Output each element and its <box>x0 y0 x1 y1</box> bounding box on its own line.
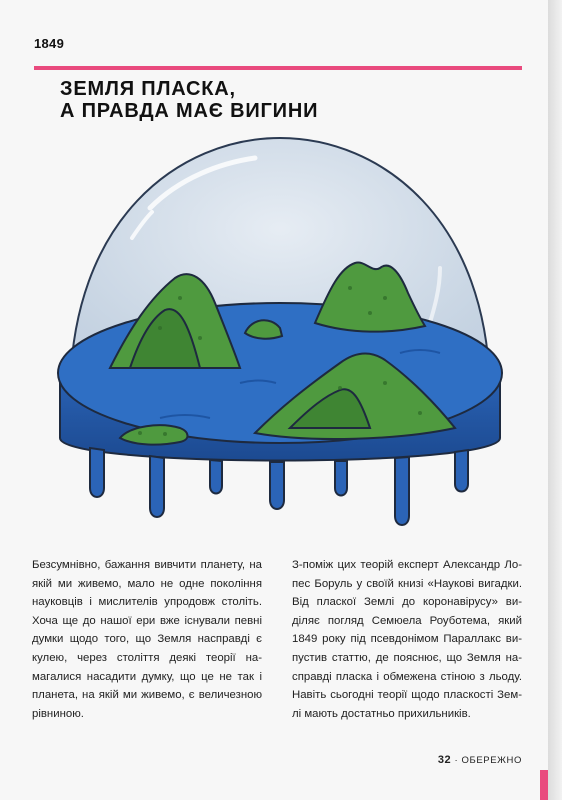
page-footer <box>438 754 522 766</box>
year-label: 1849 <box>34 36 65 51</box>
page-edge-shadow <box>548 0 562 800</box>
accent-corner-tab <box>540 770 548 800</box>
title-line-1: ЗЕМЛЯ ПЛАСКА, <box>60 78 236 100</box>
footer-separator: · <box>451 755 462 766</box>
title-line-2: А ПРАВДА МАЄ ВИГИНИ <box>60 100 319 122</box>
body-text-right-column: З-поміж цих теорій експерт Александр Лопес Боруль у своїй книзі «Наукові вигадки. Від пласкої Землі до коронавірусу» виділяє погляд Семюела Роуботема, який 1849 року під псевдонімом Параллакс випустив статтю, де пояснює, що Земля насправді пласка і обмежена стіною з льоду. Навіть сьогодні теорії щодо пласкості Землі мають достатньо прихильників. <box>292 559 522 720</box>
accent-divider <box>34 66 522 70</box>
flat-earth-dome-illustration <box>40 128 520 538</box>
page-number: 32 <box>437 754 452 766</box>
section-name: ОБЕРЕЖНО <box>461 755 522 766</box>
page-title <box>60 78 318 122</box>
body-text-left-column: Безсумнівно, бажання вивчити планету, на якій ми живемо, мало не одне покоління науковців і мислителів упродовж століть. Хоча ще до нашої ери вже існували певні думки щодо того, що Земля насправді є кулею, через століття деякі теорії намагалися насадити думку, що це не так і планета, на якій ми живемо, є величезною рівниною. <box>32 559 262 720</box>
